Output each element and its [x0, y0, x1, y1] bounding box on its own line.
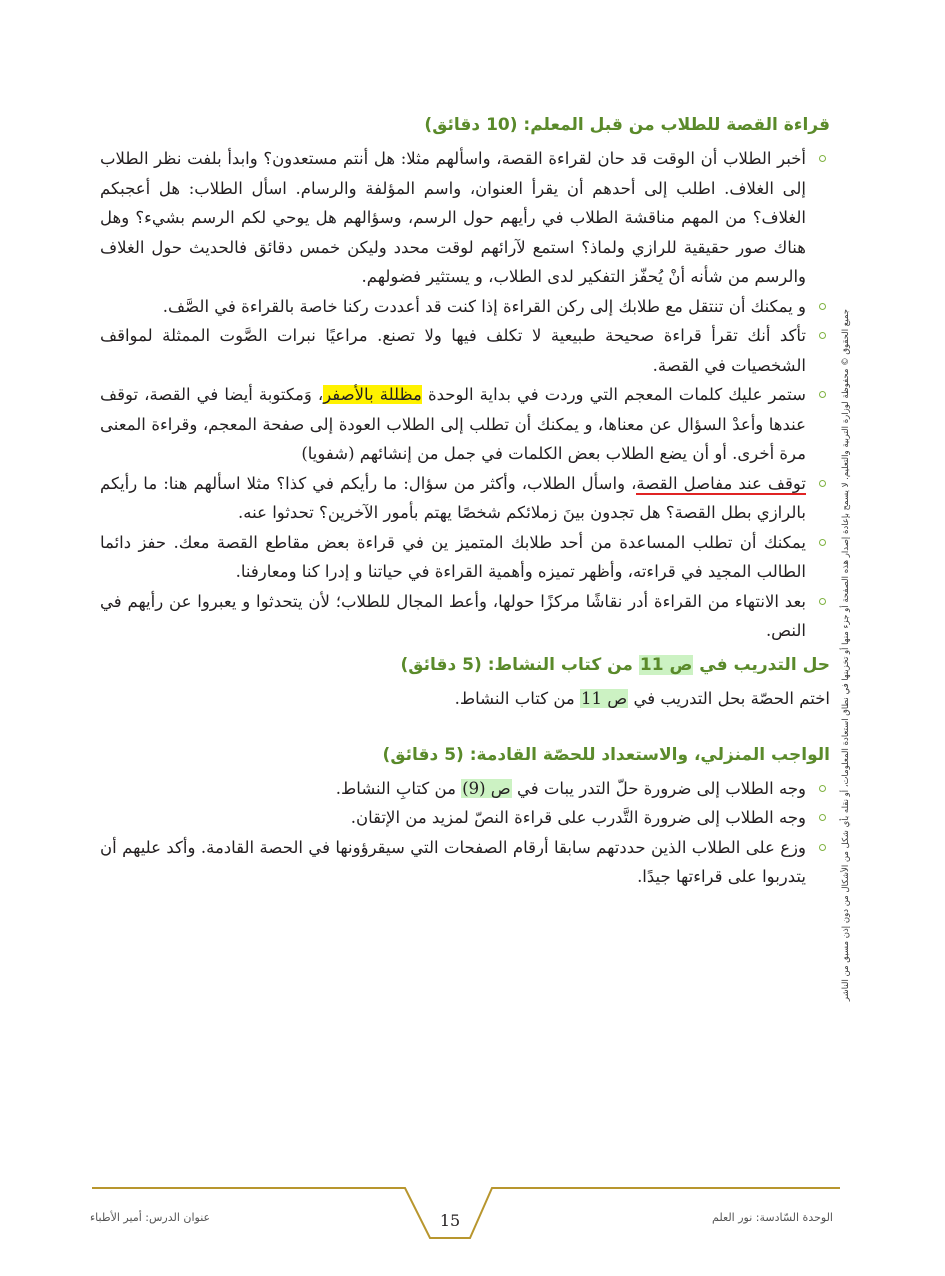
- yellow-highlight: مظللة بالأصفر: [323, 385, 422, 404]
- list-item: بعد الانتهاء من القراءة أدر نقاشًا مركزًا حولها، وأعط المجال للطلاب؛ لأن يتحدثوا و يعبروا عن رأيهم في النص.: [100, 587, 830, 646]
- list-item: يمكنك أن تطلب المساعدة من أحد طلابك المتميز ين في قراءة بعض مقاطع القصة معك. حفز دائما الطالب المجيد في قراءته، وأظهر تميزه وأهمية القراءة في حياتنا و إدرا كنا ومعارفنا.: [100, 528, 830, 587]
- circle-bullet-icon: [819, 844, 826, 851]
- page-content: [100, 106, 830, 892]
- list-item: ستمر عليك كلمات المعجم التي وردت في بداية الوحدة مظللة بالأصفر، وَمكتوبة أيضا في القصة، توقف عندها وأعدْ السؤال عن معناها، و يمكنك أن تطلب إلى الطلاب العودة إلى صفحة المعجم، وقراءة المعنى مرة أخرى. أو أن يضع الطلاب بعض الكلمات في جمل من إنشائهم (شفويا): [100, 380, 830, 469]
- circle-bullet-icon: [819, 332, 826, 339]
- list-item: أخبر الطلاب أن الوقت قد حان لقراءة القصة، واسألهم مثلا: هل أنتم مستعدون؟ وابدأ بلفت نظر الطلاب إلى الغلاف. اطلب إلى أحدهم أن يقرأ العنوان، واسم المؤلفة والرسام. اسأل الطلاب: هل أعجبكم الغلاف؟ من المهم مناقشة الطلاب في رأيهم حول الرسم، وسؤالهم هل يوحي لكم الرسم بشيء؟ وهل هناك صور حقيقية للرازي ولماذ؟ استمع لآرائهم لوقت محدد وليكن خمس دقائق فالحديث حول الغلاف والرسم من شأنه أنْ يُحفّز التفكير لدى الطلاب، و يستثير فضولهم.: [100, 144, 830, 292]
- red-underlined-text: توقف عند مفاصل القصة: [636, 473, 806, 493]
- circle-bullet-icon: [819, 391, 826, 398]
- exercise-paragraph: اختم الحصّة بحل التدريب في ص 11 من كتاب النشاط.: [454, 688, 830, 708]
- circle-bullet-icon: [819, 785, 826, 792]
- footer-lesson-title: عنوان الدرس: أمير الأطباء: [90, 1211, 211, 1224]
- section-heading-story-reading: قراءة القصة للطلاب من قبل المعلم: (10 دقائق): [424, 115, 830, 135]
- circle-bullet-icon: [819, 814, 826, 821]
- green-highlight: ص (9): [462, 778, 511, 798]
- footer-unit-title: الوحدة السّادسة: نور العلم: [712, 1211, 833, 1224]
- list-item: وجه الطلاب إلى ضرورة حلّ التدر يبات في ص (9) من كتابِ النشاط.: [100, 774, 830, 804]
- list-item: وجه الطلاب إلى ضرورة التَّدرب على قراءة النصّ لمزيد من الإتقان.: [100, 803, 830, 833]
- story-reading-list: [100, 144, 830, 646]
- homework-list: [100, 774, 830, 892]
- circle-bullet-icon: [819, 539, 826, 546]
- green-highlight: ص 11: [581, 688, 628, 708]
- circle-bullet-icon: [819, 598, 826, 605]
- section-heading-exercise: حل التدريب في ص 11 من كتاب النشاط: (5 دقائق): [400, 654, 830, 675]
- list-item: تأكد أنك تقرأ قراءة صحيحة طبيعية لا تكلف فيها ولا تصنع. مراعيًا نبرات الصَّوت الممثلة لمواقف الشخصيات في القصة.: [100, 321, 830, 380]
- circle-bullet-icon: [819, 303, 826, 310]
- section-heading-homework: الواجب المنزلي، والاستعداد للحصّة القادمة: (5 دقائق): [382, 744, 830, 765]
- footer-frame: [0, 1180, 945, 1276]
- circle-bullet-icon: [819, 155, 826, 162]
- list-item: و يمكنك أن تنتقل مع طلابك إلى ركن القراءة إذا كنت قد أعددت ركنا خاصة بالقراءة في الصَّف.: [100, 292, 830, 322]
- copyright-side-note: جميع الحقوق © محفوظة لوزارة التربية والتعليم. لا يسمح بإعادة إصدار هذه الصفحة أو جزء منها أو تخزينها في نطاق استعادة المعلومات، أو نقله بأي شكل من الأشكال من دون إذن مسبق من الناشر: [841, 308, 851, 1002]
- list-item: توقف عند مفاصل القصة، واسأل الطلاب، وأكثر من سؤال: ما رأيكم في كذا؟ مثلا اسألهم هنا: ما رأيكم بالرازي بطل القصة؟ هل تجدون بينَ زملائكم شخصًا يهتم بأمور الآخرين؟ تحدثوا عنه.: [100, 469, 830, 528]
- circle-bullet-icon: [819, 480, 826, 487]
- list-item: وزع على الطلاب الذين حددتهم سابقا أرقام الصفحات التي سيقرؤونها في الحصة القادمة. وأكد عليهم أن يتدربوا على قراءتها جيدًا.: [100, 833, 830, 892]
- green-highlight: ص 11: [639, 654, 693, 675]
- page-number: 15: [439, 1211, 461, 1230]
